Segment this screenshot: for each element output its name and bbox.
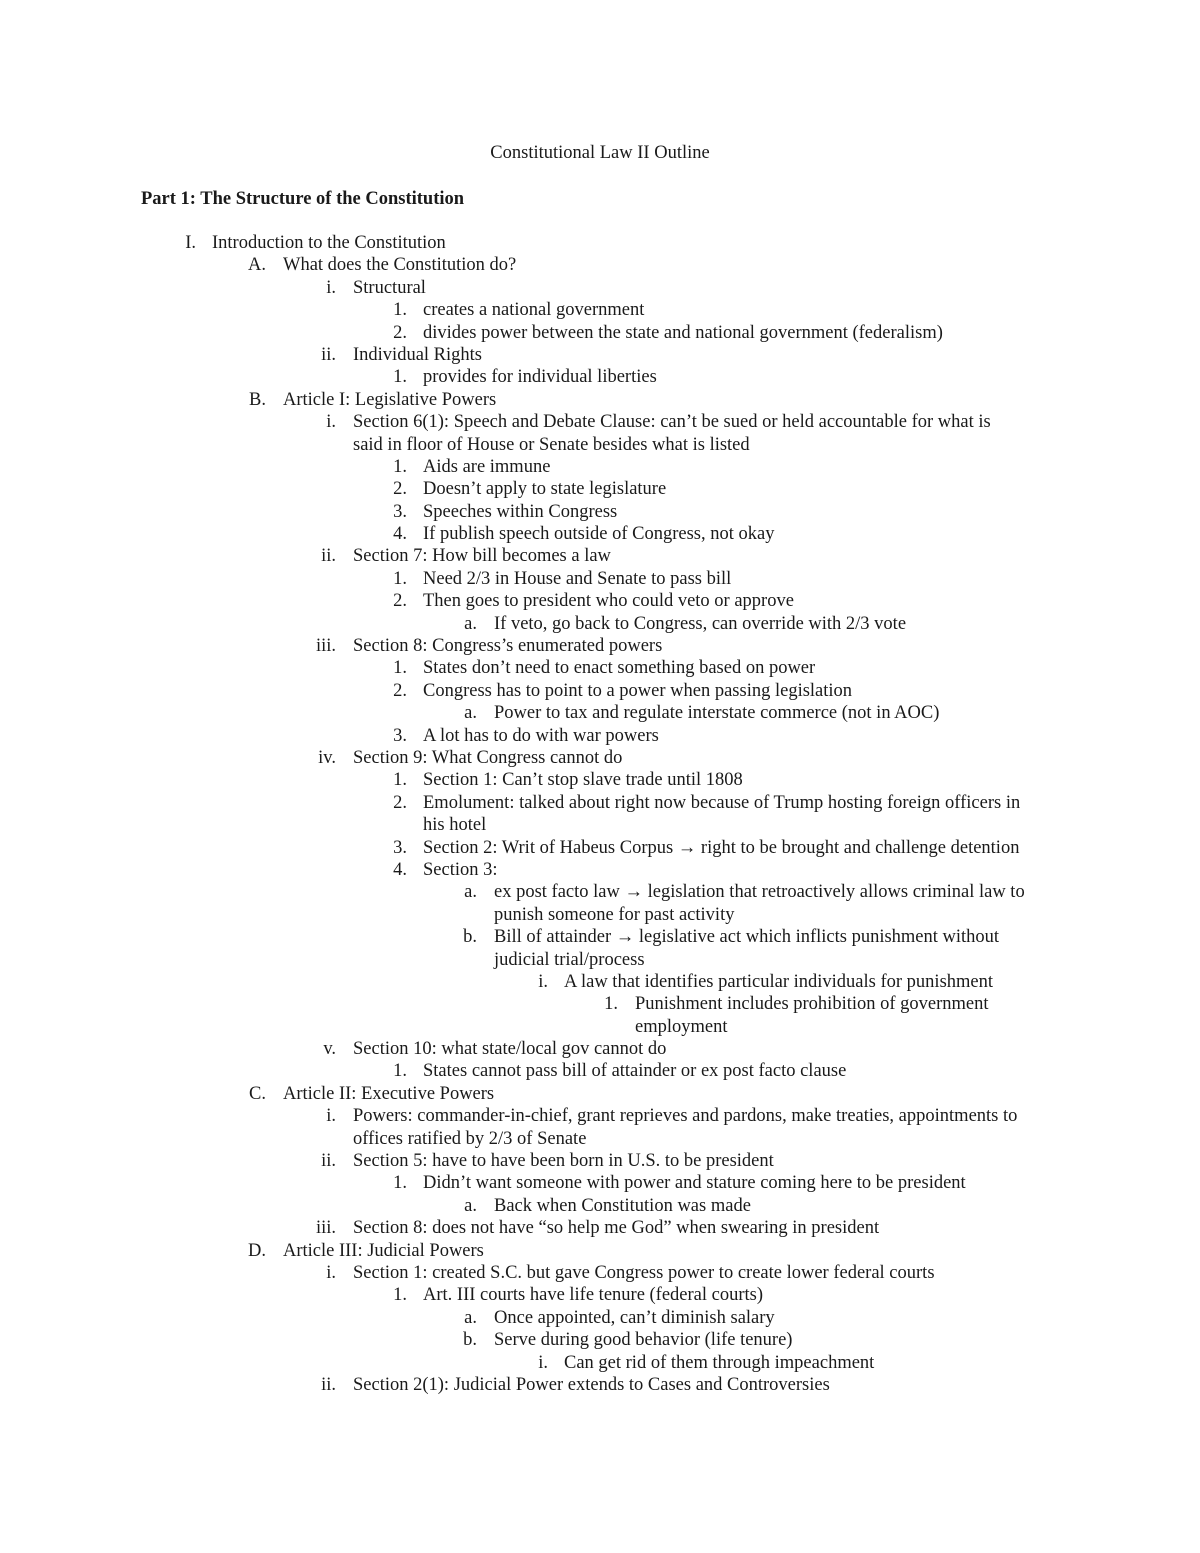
outline-marker: 1.: [393, 658, 407, 679]
outline-item: [0, 1150, 1200, 1172]
outline-text: ex post facto law → legislation that retroactively allows criminal law to: [494, 882, 1025, 903]
outline-marker: iv.: [318, 747, 336, 768]
outline-item: [0, 1060, 1200, 1082]
outline-marker: i.: [326, 1262, 336, 1283]
outline-item: [0, 769, 1200, 791]
outline-text: Section 8: Congress’s enumerated powers: [353, 636, 663, 657]
outline-text: Introduction to the Constitution: [212, 233, 446, 253]
outline-text: punish someone for past activity: [494, 904, 735, 925]
outline-item: [0, 993, 1200, 1015]
outline-item: [0, 1352, 1200, 1374]
outline-item: [0, 277, 1200, 299]
outline-text: Structural: [353, 277, 426, 298]
outline-marker: 4.: [393, 859, 407, 880]
outline-text: Section 1: created S.C. but gave Congress power to create lower federal courts: [353, 1262, 935, 1283]
outline-marker: 1.: [393, 1061, 407, 1082]
outline-item-continuation: [0, 1016, 1200, 1038]
outline-item: [0, 545, 1200, 567]
part-heading: Part 1: The Structure of the Constitution: [141, 189, 465, 209]
outline-item: [0, 411, 1200, 433]
outline-marker: I.: [185, 233, 196, 253]
outline-item: [0, 299, 1200, 321]
outline-text: provides for individual liberties: [423, 367, 657, 388]
outline-text: Serve during good behavior (life tenure): [494, 1330, 793, 1351]
outline-marker: 1.: [393, 1285, 407, 1306]
outline-marker: 3.: [393, 725, 407, 746]
outline-item: [0, 792, 1200, 814]
outline-item: [0, 613, 1200, 635]
outline-item: [0, 926, 1200, 948]
outline-text: Article I: Legislative Powers: [283, 389, 497, 410]
outline-text: What does the Constitution do?: [283, 255, 517, 276]
outline-text: employment: [635, 1016, 728, 1037]
outline-text: Can get rid of them through impeachment: [564, 1352, 875, 1373]
outline-text: creates a national government: [423, 300, 645, 321]
outline-item: [0, 344, 1200, 366]
outline-text: Didn’t want someone with power and stature coming here to be president: [423, 1173, 966, 1194]
outline-item: [0, 478, 1200, 500]
outline-item: [0, 232, 1200, 254]
outline-text: Doesn’t apply to state legislature: [423, 479, 667, 500]
outline-marker: 2.: [393, 479, 407, 500]
outline-marker: i.: [326, 1106, 336, 1127]
outline-item-continuation: [0, 949, 1200, 971]
outline-marker: C.: [249, 1083, 266, 1104]
outline-marker: i.: [538, 971, 548, 992]
outline-marker: 3.: [393, 837, 407, 858]
outline-list: [0, 232, 1200, 1396]
outline-item: [0, 881, 1200, 903]
outline-marker: 2.: [393, 792, 407, 813]
outline-text: Powers: commander-in-chief, grant reprieves and pardons, make treaties, appointments to: [353, 1106, 1018, 1127]
outline-item: [0, 1262, 1200, 1284]
outline-item: [0, 389, 1200, 411]
outline-item: [0, 1240, 1200, 1262]
outline-text: Section 1: Can’t stop slave trade until 1808: [423, 770, 743, 791]
outline-item: [0, 568, 1200, 590]
outline-marker: 1.: [393, 300, 407, 321]
outline-text: Need 2/3 in House and Senate to pass bill: [423, 568, 732, 589]
outline-text: his hotel: [423, 815, 487, 836]
outline-text: Section 2(1): Judicial Power extends to Cases and Controversies: [353, 1374, 830, 1395]
outline-text: Once appointed, can’t diminish salary: [494, 1307, 775, 1328]
outline-text: Art. III courts have life tenure (federal courts): [423, 1285, 764, 1306]
outline-marker: 3.: [393, 501, 407, 522]
outline-item-continuation: [0, 814, 1200, 836]
outline-item: [0, 725, 1200, 747]
outline-marker: a.: [464, 882, 477, 903]
outline-item-continuation: [0, 1128, 1200, 1150]
outline-text: Section 8: does not have “so help me God” when swearing in president: [353, 1218, 880, 1239]
outline-item: [0, 657, 1200, 679]
outline-item-continuation: [0, 434, 1200, 456]
outline-text: States cannot pass bill of attainder or ex post facto clause: [423, 1061, 847, 1082]
outline-text: A law that identifies particular individuals for punishment: [564, 971, 994, 992]
outline-text: If veto, go back to Congress, can override with 2/3 vote: [494, 613, 907, 634]
outline-text: Then goes to president who could veto or approve: [423, 591, 794, 612]
outline-marker: A.: [248, 255, 266, 276]
outline-item: [0, 837, 1200, 859]
outline-marker: i.: [326, 277, 336, 298]
outline-item: [0, 322, 1200, 344]
outline-marker: i.: [326, 412, 336, 433]
outline-marker: 2.: [393, 680, 407, 701]
outline-item: [0, 635, 1200, 657]
outline-text: Congress has to point to a power when passing legislation: [423, 680, 853, 701]
outline-item: [0, 702, 1200, 724]
outline-marker: b.: [463, 1330, 477, 1351]
outline-marker: 1.: [604, 994, 618, 1015]
outline-marker: a.: [464, 613, 477, 634]
outline-text: Emolument: talked about right now because of Trump hosting foreign officers in: [423, 792, 1021, 813]
outline-text: Article II: Executive Powers: [283, 1083, 495, 1104]
outline-item: [0, 1172, 1200, 1194]
outline-item: [0, 680, 1200, 702]
document-title: Constitutional Law II Outline: [490, 143, 710, 163]
outline-text: Section 6(1): Speech and Debate Clause: can’t be sued or held accountable for what is: [353, 412, 991, 433]
outline-item: [0, 1329, 1200, 1351]
outline-marker: 1.: [393, 456, 407, 477]
outline-text: If publish speech outside of Congress, not okay: [423, 524, 775, 545]
outline-marker: 1.: [393, 1173, 407, 1194]
outline-text: Back when Constitution was made: [494, 1195, 751, 1216]
outline-text: Bill of attainder → legislative act which inflicts punishment without: [494, 927, 1000, 948]
outline-item: [0, 254, 1200, 276]
outline-text: Section 9: What Congress cannot do: [353, 747, 623, 768]
outline-text: said in floor of House or Senate besides what is listed: [353, 434, 750, 455]
outline-item: [0, 1217, 1200, 1239]
outline-item: [0, 1195, 1200, 1217]
outline-marker: 4.: [393, 524, 407, 545]
outline-marker: ii.: [321, 344, 336, 365]
outline-marker: 2.: [393, 322, 407, 343]
outline-item: [0, 1038, 1200, 1060]
outline-item: [0, 590, 1200, 612]
outline-marker: iii.: [315, 1218, 336, 1239]
outline-marker: i.: [538, 1352, 548, 1373]
outline-marker: b.: [463, 927, 477, 948]
outline-item: [0, 366, 1200, 388]
outline-text: Power to tax and regulate interstate commerce (not in AOC): [494, 703, 940, 724]
outline-marker: 2.: [393, 591, 407, 612]
outline-item: [0, 1374, 1200, 1396]
outline-text: Aids are immune: [423, 456, 551, 477]
outline-marker: a.: [464, 1307, 477, 1328]
outline-text: A lot has to do with war powers: [423, 725, 659, 746]
outline-text: divides power between the state and national government (federalism): [423, 322, 943, 343]
outline-text: States don’t need to enact something based on power: [423, 658, 816, 679]
outline-marker: D.: [248, 1240, 266, 1261]
outline-text: Article III: Judicial Powers: [283, 1240, 484, 1261]
outline-marker: v.: [323, 1039, 336, 1060]
outline-marker: 1.: [393, 770, 407, 791]
outline-item: [0, 1083, 1200, 1105]
outline-item: [0, 1284, 1200, 1306]
outline-item: [0, 456, 1200, 478]
outline-text: Punishment includes prohibition of government: [635, 994, 989, 1015]
outline-text: Section 3:: [423, 859, 498, 880]
outline-text: Speeches within Congress: [423, 501, 618, 522]
outline-item: [0, 859, 1200, 881]
outline-item: [0, 747, 1200, 769]
outline-marker: a.: [464, 1195, 477, 1216]
outline-text: offices ratified by 2/3 of Senate: [353, 1128, 587, 1149]
outline-marker: 1.: [393, 568, 407, 589]
outline-item-continuation: [0, 904, 1200, 926]
outline-text: Section 7: How bill becomes a law: [353, 546, 611, 567]
outline-text: Section 2: Writ of Habeus Corpus → right to be brought and challenge detention: [423, 837, 1020, 858]
outline-text: Individual Rights: [353, 344, 482, 365]
outline-text: Section 5: have to have been born in U.S. to be president: [353, 1151, 774, 1172]
outline-marker: iii.: [315, 636, 336, 657]
outline-marker: B.: [249, 389, 266, 410]
outline-marker: ii.: [321, 1374, 336, 1395]
outline-marker: ii.: [321, 546, 336, 567]
outline-item: [0, 1105, 1200, 1127]
outline-marker: ii.: [321, 1151, 336, 1172]
outline-item: [0, 971, 1200, 993]
outline-item: [0, 523, 1200, 545]
outline-text: judicial trial/process: [494, 949, 645, 970]
outline-marker: 1.: [393, 367, 407, 388]
outline-text: Section 10: what state/local gov cannot do: [353, 1039, 667, 1060]
outline-marker: a.: [464, 703, 477, 724]
outline-item: [0, 1307, 1200, 1329]
outline-item: [0, 501, 1200, 523]
